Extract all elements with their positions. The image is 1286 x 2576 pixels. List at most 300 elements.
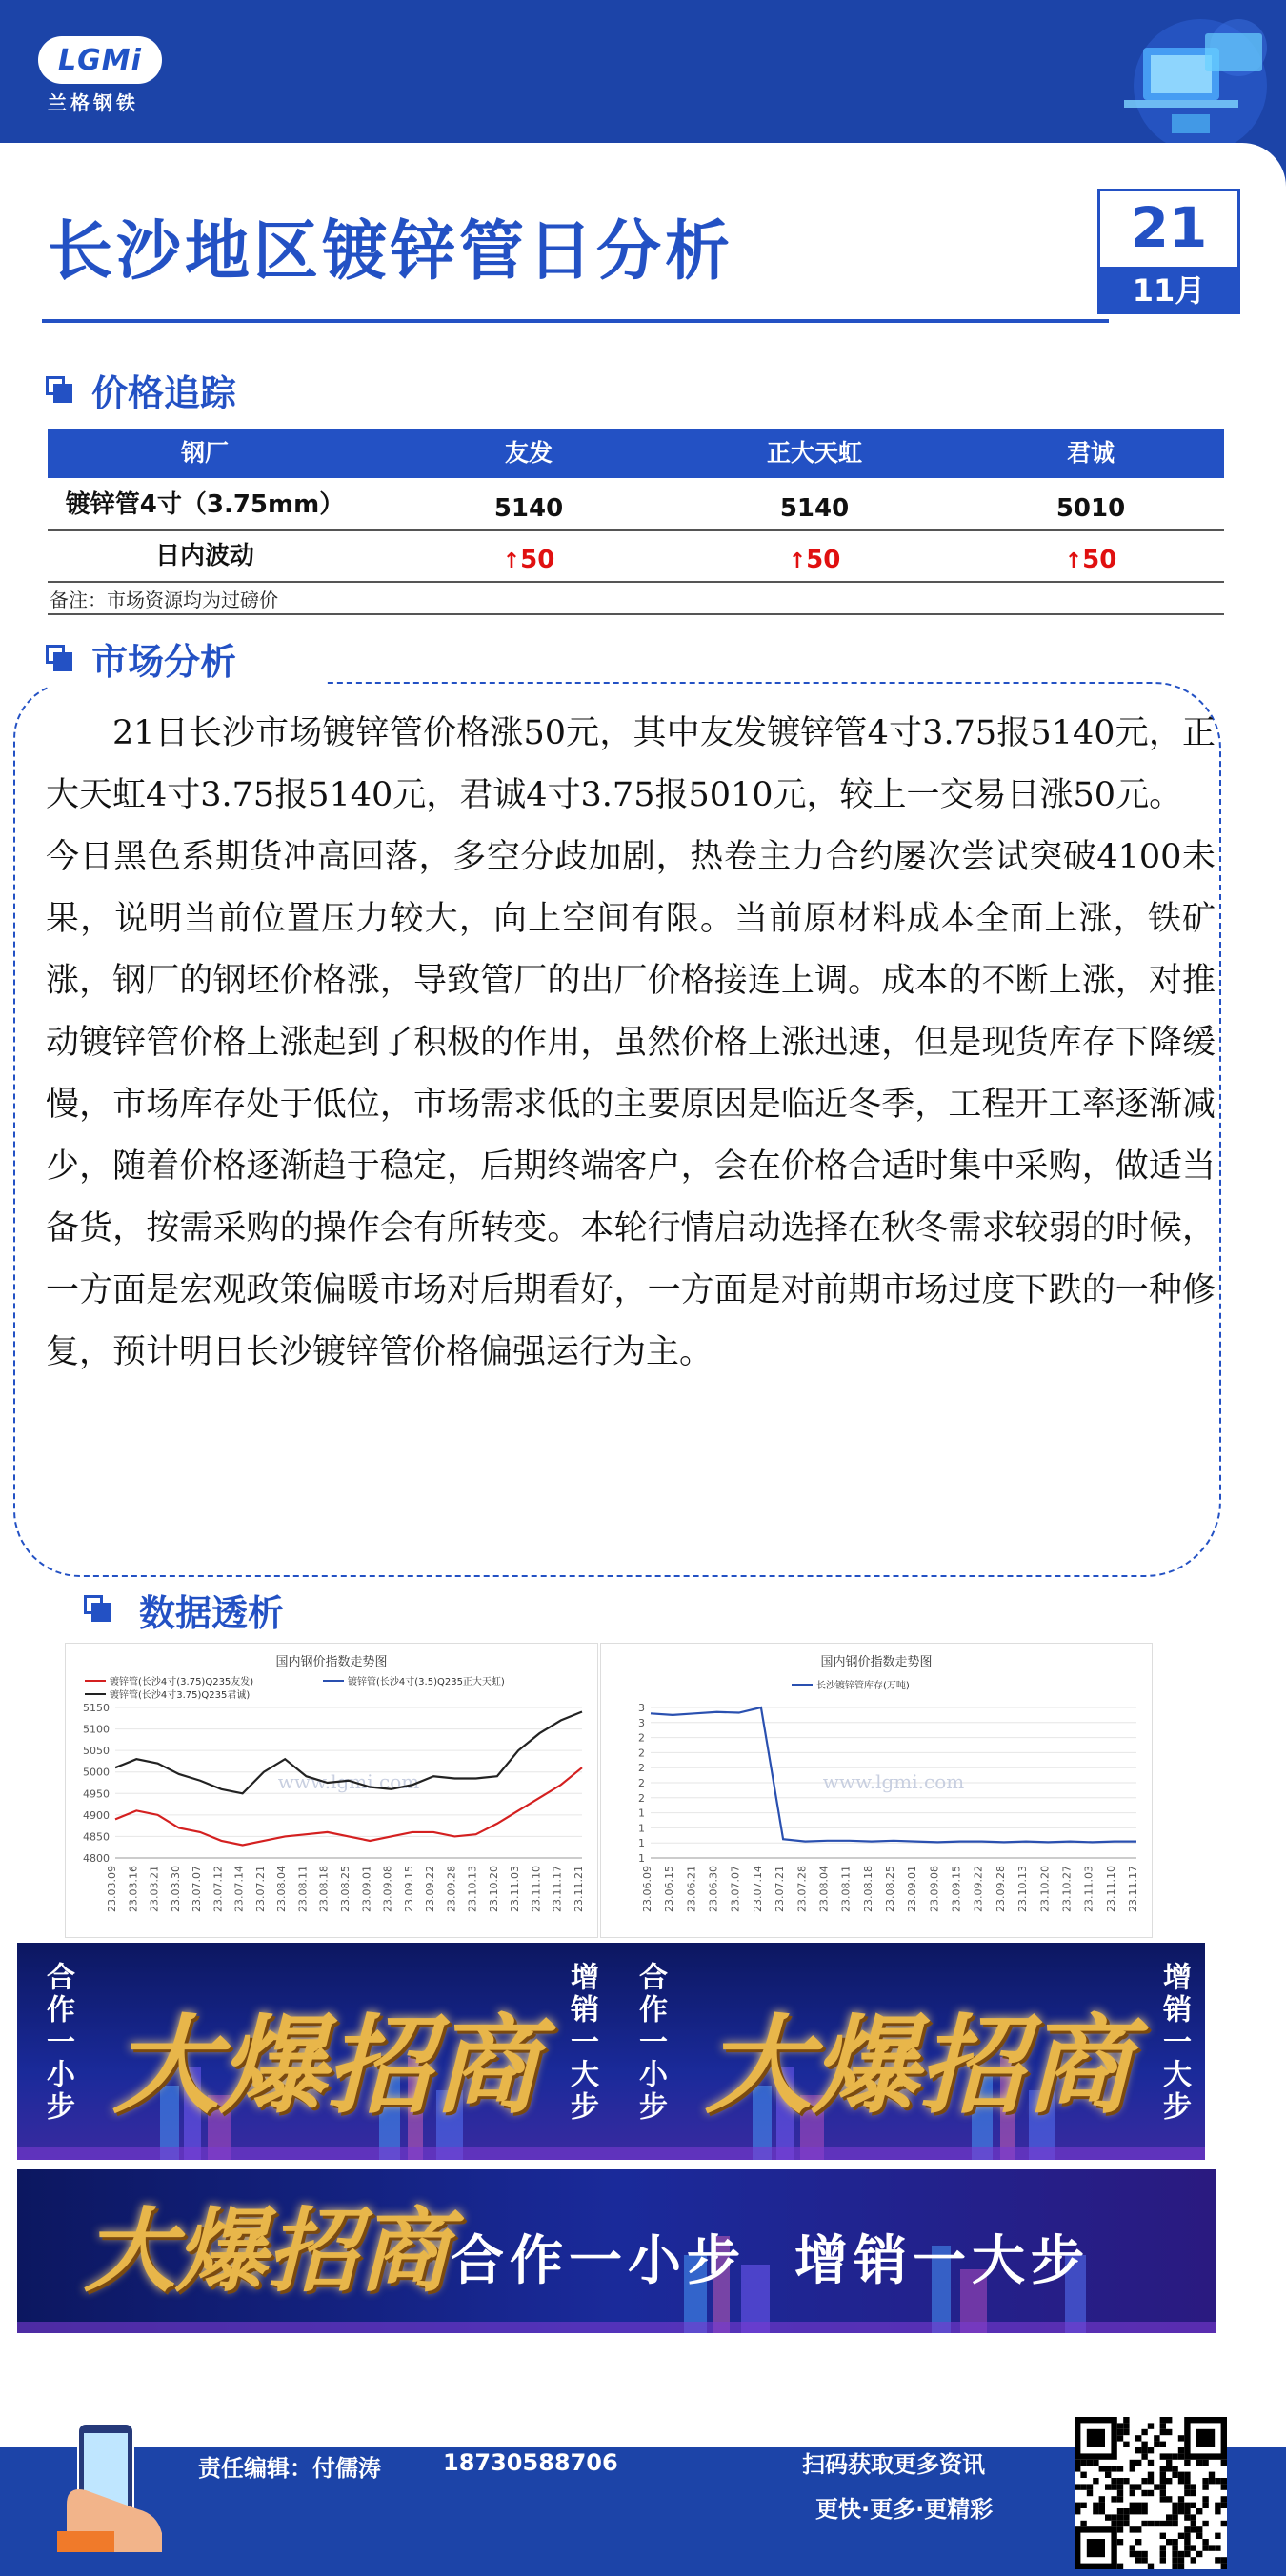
qr-module [1130, 2508, 1135, 2514]
qr-caption-line1: 扫码获取更多资讯 [802, 2451, 985, 2478]
x-tick-label: 23.09.08 [928, 1866, 941, 1912]
x-tick-label: 23.06.21 [685, 1866, 698, 1912]
x-tick-label: 23.09.15 [402, 1866, 415, 1912]
y-tick-label: 5100 [83, 1723, 110, 1736]
qr-module [1105, 2484, 1111, 2489]
analysis-text [46, 703, 1216, 1384]
qr-module [1184, 2545, 1190, 2550]
qr-module [1160, 2545, 1166, 2550]
x-tick-label: 23.08.04 [817, 1866, 831, 1912]
table-row-label: 日内波动 [154, 542, 254, 570]
y-tick-label: 5000 [83, 1766, 110, 1779]
qr-module [1123, 2478, 1129, 2484]
qr-module [1141, 2447, 1147, 2453]
x-tick-label: 23.09.22 [972, 1866, 985, 1912]
qr-module [1093, 2503, 1098, 2508]
x-tick-label: 23.11.03 [1082, 1866, 1095, 1912]
banner-main-text: 大爆招商 [705, 2004, 1132, 2128]
y-tick-label: 3 [638, 1716, 645, 1729]
y-tick-label: 1 [638, 1852, 645, 1865]
y-tick-label: 2 [638, 1731, 645, 1745]
qr-module [1080, 2521, 1086, 2526]
table-note: 备注：市场资源均为过磅价 [50, 589, 278, 611]
qr-module [1191, 2545, 1196, 2550]
qr-module [1117, 2564, 1123, 2569]
x-tick-label: 23.11.10 [1104, 1866, 1117, 1912]
qr-module [1202, 2496, 1208, 2502]
qr-module [1154, 2435, 1159, 2441]
qr-module [1160, 2423, 1166, 2428]
qr-module [1184, 2478, 1190, 2484]
qr-module [1154, 2442, 1159, 2447]
ad-banner-wide[interactable] [17, 2169, 1216, 2333]
qr-module [1166, 2453, 1172, 2459]
qr-module [1141, 2453, 1147, 2459]
table-cell: 5140 [779, 494, 850, 523]
qr-module [1141, 2429, 1147, 2435]
qr-module [1135, 2508, 1141, 2514]
x-tick-label: 23.09.28 [994, 1866, 1007, 1912]
x-tick-label: 23.08.04 [275, 1866, 289, 1912]
qr-module [1215, 2478, 1220, 2484]
y-tick-label: 1 [638, 1807, 645, 1820]
x-tick-label: 23.11.21 [573, 1866, 585, 1912]
qr-module [1160, 2478, 1166, 2484]
qr-module [1221, 2521, 1227, 2526]
x-tick-label: 23.07.12 [211, 1866, 225, 1912]
up-arrow-icon: ↑ [788, 549, 807, 573]
qr-module [1172, 2472, 1177, 2478]
qr-module [1130, 2503, 1135, 2508]
header-decoration-illustration [1038, 10, 1286, 152]
qr-module [1148, 2490, 1154, 2496]
qr-module [1117, 2466, 1123, 2471]
qr-module [1123, 2521, 1129, 2526]
qr-module [1105, 2514, 1111, 2520]
qr-module [1221, 2564, 1227, 2569]
qr-module [1148, 2564, 1154, 2569]
qr-module [1196, 2551, 1202, 2557]
qr-module [1221, 2503, 1227, 2508]
qr-caption-line2: 更快·更多·更精彩 [815, 2496, 994, 2523]
qr-module [1087, 2484, 1093, 2489]
x-tick-label: 23.07.21 [253, 1866, 267, 1912]
qr-module [1191, 2526, 1196, 2532]
qr-module [1160, 2533, 1166, 2539]
qr-module [1172, 2466, 1177, 2471]
legend-label: 镀锌管(长沙4寸(3.75)Q235友发) [110, 1677, 254, 1687]
date-day: 21 [1130, 195, 1208, 260]
qr-module [1160, 2453, 1166, 2459]
qr-module [1191, 2490, 1196, 2496]
qr-module [1184, 2472, 1190, 2478]
qr-module [1148, 2423, 1154, 2428]
qr-module [1178, 2533, 1184, 2539]
qr-module [1141, 2503, 1147, 2508]
qr-module [1080, 2503, 1086, 2508]
qr-module [1160, 2551, 1166, 2557]
qr-module [1160, 2496, 1166, 2502]
qr-module [1117, 2429, 1123, 2435]
qr-module [1148, 2460, 1154, 2466]
y-tick-label: 2 [638, 1762, 645, 1775]
qr-module [1117, 2484, 1123, 2489]
qr-module [1184, 2526, 1190, 2532]
inventory-chart [600, 1643, 1153, 1938]
qr-module [1221, 2478, 1227, 2484]
qr-finder [1196, 2429, 1215, 2447]
qr-module [1087, 2490, 1093, 2496]
y-tick-label: 1 [638, 1822, 645, 1835]
x-tick-label: 23.03.09 [106, 1866, 118, 1912]
brand-name: 兰格钢铁 [48, 91, 139, 114]
x-tick-label: 23.07.21 [774, 1866, 787, 1912]
legend-label: 长沙镀锌管库存(万吨) [816, 1681, 910, 1691]
x-tick-label: 23.11.17 [551, 1866, 564, 1912]
qr-module [1166, 2514, 1172, 2520]
banner-main-text: 大爆招商 [112, 2004, 539, 2128]
banner-side-text: 增销一大步 [565, 1962, 598, 2124]
qr-module [1105, 2472, 1111, 2478]
qr-module [1099, 2508, 1105, 2514]
qr-module [1135, 2551, 1141, 2557]
qr-module [1093, 2460, 1098, 2466]
qr-module [1080, 2484, 1086, 2489]
qr-code [1075, 2417, 1227, 2569]
qr-module [1160, 2442, 1166, 2447]
x-tick-label: 23.03.21 [148, 1866, 161, 1912]
x-tick-label: 23.07.28 [795, 1866, 809, 1912]
qr-module [1196, 2508, 1202, 2514]
table-header-cell: 钢厂 [180, 439, 229, 467]
qr-module [1202, 2484, 1208, 2489]
qr-module [1093, 2478, 1098, 2484]
x-tick-label: 23.08.11 [839, 1866, 853, 1912]
qr-module [1130, 2490, 1135, 2496]
qr-module [1117, 2496, 1123, 2502]
x-tick-label: 23.09.08 [381, 1866, 394, 1912]
x-tick-label: 23.07.14 [751, 1866, 764, 1912]
qr-module [1178, 2503, 1184, 2508]
y-tick-label: 4850 [83, 1830, 110, 1844]
table-header-cell: 友发 [504, 439, 553, 467]
qr-module [1123, 2514, 1129, 2520]
table-divider [48, 581, 1224, 583]
qr-module [1099, 2466, 1105, 2471]
x-tick-label: 23.06.30 [707, 1866, 720, 1912]
section-square-icon [46, 645, 72, 671]
x-tick-label: 23.10.13 [466, 1866, 479, 1912]
banner-side-text: 增销一大步 [1157, 1962, 1191, 2124]
qr-module [1148, 2472, 1154, 2478]
qr-module [1172, 2503, 1177, 2508]
banner-side-text: 合作一小步 [41, 1962, 74, 2124]
qr-module [1135, 2503, 1141, 2508]
qr-module [1202, 2539, 1208, 2545]
qr-module [1221, 2484, 1227, 2489]
table-cell: 5010 [1055, 494, 1126, 523]
section-heading-analysis: 市场分析 [91, 641, 237, 683]
qr-module [1178, 2435, 1184, 2441]
chart-watermark: www.lgmi.com [822, 1770, 965, 1793]
y-tick-label: 3 [638, 1702, 645, 1714]
x-tick-label: 23.09.01 [360, 1866, 373, 1912]
qr-module [1184, 2460, 1190, 2466]
qr-module [1075, 2484, 1080, 2489]
chart-title: 国内钢价指数走势图 [820, 1655, 933, 1669]
price-chart-svg [66, 1669, 599, 1941]
qr-module [1209, 2545, 1215, 2550]
banner-side-text: 合作一小步 [633, 1962, 667, 2124]
qr-module [1093, 2508, 1098, 2514]
qr-module [1160, 2521, 1166, 2526]
qr-module [1117, 2508, 1123, 2514]
up-arrow-icon: ↑ [502, 549, 521, 573]
qr-module [1141, 2478, 1147, 2484]
x-tick-label: 23.03.16 [127, 1866, 140, 1912]
qr-module [1215, 2503, 1220, 2508]
x-tick-label: 23.08.18 [317, 1866, 331, 1912]
price-chart [65, 1643, 598, 1938]
qr-module [1202, 2503, 1208, 2508]
table-divider [48, 613, 1224, 615]
qr-module [1202, 2521, 1208, 2526]
qr-module [1148, 2447, 1154, 2453]
qr-module [1202, 2478, 1208, 2484]
qr-module [1184, 2503, 1190, 2508]
qr-module [1123, 2429, 1129, 2435]
qr-module [1191, 2557, 1196, 2563]
x-tick-label: 23.09.01 [906, 1866, 919, 1912]
qr-module [1130, 2484, 1135, 2489]
x-tick-label: 23.11.10 [530, 1866, 543, 1912]
ad-banner-left[interactable] [17, 1943, 613, 2160]
qr-module [1215, 2557, 1220, 2563]
qr-module [1172, 2557, 1177, 2563]
qr-module [1209, 2472, 1215, 2478]
qr-module [1178, 2564, 1184, 2569]
section-square-icon [84, 1595, 111, 1622]
brand-logo: LGMi [38, 36, 162, 84]
qr-module [1172, 2551, 1177, 2557]
ad-banner-right[interactable] [610, 1943, 1205, 2160]
qr-module [1215, 2508, 1220, 2514]
qr-module [1130, 2466, 1135, 2471]
qr-module [1111, 2484, 1116, 2489]
qr-module [1172, 2453, 1177, 2459]
x-tick-label: 23.08.25 [884, 1866, 896, 1912]
qr-module [1123, 2442, 1129, 2447]
inventory-chart-svg [601, 1669, 1154, 1941]
qr-module [1130, 2545, 1135, 2550]
qr-module [1160, 2429, 1166, 2435]
qr-module [1130, 2551, 1135, 2557]
x-tick-label: 23.08.18 [861, 1866, 874, 1912]
qr-module [1191, 2503, 1196, 2508]
qr-module [1111, 2496, 1116, 2502]
x-tick-label: 23.09.28 [445, 1866, 458, 1912]
qr-module [1196, 2533, 1202, 2539]
qr-module [1075, 2460, 1080, 2466]
qr-module [1099, 2503, 1105, 2508]
table-divider [48, 529, 1224, 531]
title-underline [42, 319, 1109, 323]
table-header-cell: 正大天虹 [766, 439, 862, 467]
y-tick-label: 1 [638, 1837, 645, 1850]
y-tick-label: 2 [638, 1777, 645, 1789]
qr-module [1117, 2490, 1123, 2496]
qr-module [1111, 2478, 1116, 2484]
qr-module [1141, 2521, 1147, 2526]
qr-module [1184, 2514, 1190, 2520]
banner-main-text: 大爆招商 [84, 2197, 450, 2305]
x-tick-label: 23.07.07 [729, 1866, 742, 1912]
qr-module [1135, 2460, 1141, 2466]
qr-module [1117, 2478, 1123, 2484]
y-tick-label: 2 [638, 1791, 645, 1805]
qr-module [1166, 2417, 1172, 2423]
qr-module [1141, 2442, 1147, 2447]
qr-module [1184, 2484, 1190, 2489]
x-tick-label: 23.08.11 [296, 1866, 310, 1912]
qr-module [1160, 2466, 1166, 2471]
x-tick-label: 23.11.17 [1127, 1866, 1139, 1912]
x-tick-label: 23.09.22 [424, 1866, 437, 1912]
analysis-paragraph: 21日长沙市场镀锌管价格涨50元，其中友发镀锌管4寸3.75报5140元，正大天虹4寸3.75报5140元，君诚4寸3.75报5010元，较上一交易日涨50元。 [46, 714, 1216, 814]
editor-label: 责任编辑：付儒涛 [198, 2455, 381, 2482]
qr-module [1135, 2447, 1141, 2453]
qr-module [1117, 2435, 1123, 2441]
qr-module [1172, 2514, 1177, 2520]
analysis-paragraph: 今日黑色系期货冲高回落，多空分歧加剧，热卷主力合约屡次尝试突破4100未果，说明当前位置压力较大，向上空间有限。当前原材料成本全面上涨，铁矿涨，钢厂的钢坯价格涨，导致管厂的出厂价格接连上调。成本的不断上涨，对推动镀锌管价格上涨起到了积极的作用，虽然价格上涨迅速，但是现货库存下降缓慢，市场库存处于低位，市场需求低的主要原因是临近冬季，工程开工率逐渐减少，随着价格逐渐趋于稳定，后期终端客户，会在价格合适时集中采购，做适当备货，按需采购的操作会有所转变。本轮行情启动选择在秋冬需求较弱的时候，一方面是宏观政策偏暖市场对后期看好，一方面是对前期市场过度下跌的一种修复，预计明日长沙镀锌管价格偏强运行为主。 [46, 838, 1216, 1371]
y-tick-label: 2 [638, 1747, 645, 1760]
qr-module [1160, 2484, 1166, 2489]
chart-watermark: www.lgmi.com [277, 1770, 420, 1793]
qr-module [1099, 2496, 1105, 2502]
qr-module [1178, 2453, 1184, 2459]
qr-module [1123, 2417, 1129, 2423]
qr-module [1135, 2526, 1141, 2532]
qr-module [1196, 2460, 1202, 2466]
x-tick-label: 23.07.14 [232, 1866, 246, 1912]
qr-module [1221, 2557, 1227, 2563]
qr-module [1178, 2508, 1184, 2514]
qr-module [1141, 2557, 1147, 2563]
qr-module [1178, 2478, 1184, 2484]
qr-module [1172, 2564, 1177, 2569]
qr-module [1160, 2557, 1166, 2563]
qr-module [1196, 2526, 1202, 2532]
chart-title: 国内钢价指数走势图 [275, 1655, 388, 1669]
qr-module [1080, 2460, 1086, 2466]
qr-module [1172, 2539, 1177, 2545]
qr-module [1166, 2496, 1172, 2502]
table-header-cell: 君诚 [1066, 439, 1115, 467]
qr-module [1154, 2484, 1159, 2489]
banner-slogan: 合作一小步 增销一大步 [451, 2230, 1090, 2292]
qr-module [1166, 2539, 1172, 2545]
qr-module [1184, 2508, 1190, 2514]
section-heading-data: 数据透析 [139, 1592, 285, 1634]
qr-module [1160, 2417, 1166, 2423]
qr-module [1166, 2521, 1172, 2526]
qr-module [1178, 2557, 1184, 2563]
table-row-label: 镀锌管4寸（3.75mm） [65, 490, 345, 519]
qr-module [1111, 2521, 1116, 2526]
qr-module [1141, 2508, 1147, 2514]
section-heading-price: 价格追踪 [91, 372, 237, 414]
qr-module [1166, 2460, 1172, 2466]
qr-module [1080, 2472, 1086, 2478]
qr-module [1215, 2533, 1220, 2539]
editor-phone: 18730588706 [443, 2449, 618, 2476]
qr-module [1123, 2423, 1129, 2428]
legend-label: 镀锌管(长沙4寸(3.5)Q235正大天虹) [348, 1677, 505, 1687]
qr-finder [1087, 2539, 1105, 2557]
qr-module [1130, 2460, 1135, 2466]
y-tick-label: 4800 [83, 1852, 110, 1865]
qr-module [1191, 2514, 1196, 2520]
qr-module [1178, 2472, 1184, 2478]
y-tick-label: 5050 [83, 1745, 110, 1758]
qr-module [1141, 2551, 1147, 2557]
x-tick-label: 23.09.15 [950, 1866, 963, 1912]
qr-module [1135, 2484, 1141, 2489]
qr-module [1166, 2466, 1172, 2471]
qr-module [1075, 2503, 1080, 2508]
y-tick-label: 4900 [83, 1808, 110, 1822]
qr-module [1172, 2508, 1177, 2514]
qr-module [1166, 2478, 1172, 2484]
table-cell-change: ↑50 [502, 546, 555, 574]
x-tick-label: 23.11.03 [509, 1866, 522, 1912]
table-cell-change: ↑50 [1064, 546, 1117, 574]
qr-module [1117, 2526, 1123, 2532]
qr-module [1075, 2466, 1080, 2471]
x-tick-label: 23.08.25 [339, 1866, 352, 1912]
date-month: 11月 [1097, 267, 1240, 314]
qr-module [1087, 2460, 1093, 2466]
table-cell-change: ↑50 [788, 546, 841, 574]
qr-module [1184, 2539, 1190, 2545]
qr-module [1202, 2460, 1208, 2466]
qr-module [1184, 2551, 1190, 2557]
qr-module [1172, 2545, 1177, 2550]
qr-module [1221, 2496, 1227, 2502]
qr-module [1130, 2526, 1135, 2532]
qr-module [1160, 2472, 1166, 2478]
qr-module [1117, 2539, 1123, 2545]
table-cell: 5140 [493, 494, 564, 523]
qr-module [1111, 2466, 1116, 2471]
qr-module [1184, 2490, 1190, 2496]
qr-module [1221, 2460, 1227, 2466]
qr-module [1209, 2478, 1215, 2484]
x-tick-label: 23.03.30 [169, 1866, 182, 1912]
qr-module [1075, 2508, 1080, 2514]
qr-module [1160, 2490, 1166, 2496]
qr-module [1135, 2539, 1141, 2545]
qr-module [1117, 2423, 1123, 2428]
legend-label: 镀锌管(长沙4寸3.75)Q235君诚) [110, 1690, 251, 1701]
qr-module [1215, 2545, 1220, 2550]
qr-module [1135, 2557, 1141, 2563]
page-title: 长沙地区镀锌管日分析 [48, 214, 734, 290]
x-tick-label: 23.10.20 [487, 1866, 500, 1912]
x-tick-label: 23.10.20 [1038, 1866, 1052, 1912]
section-square-icon [46, 376, 72, 403]
qr-module [1148, 2478, 1154, 2484]
